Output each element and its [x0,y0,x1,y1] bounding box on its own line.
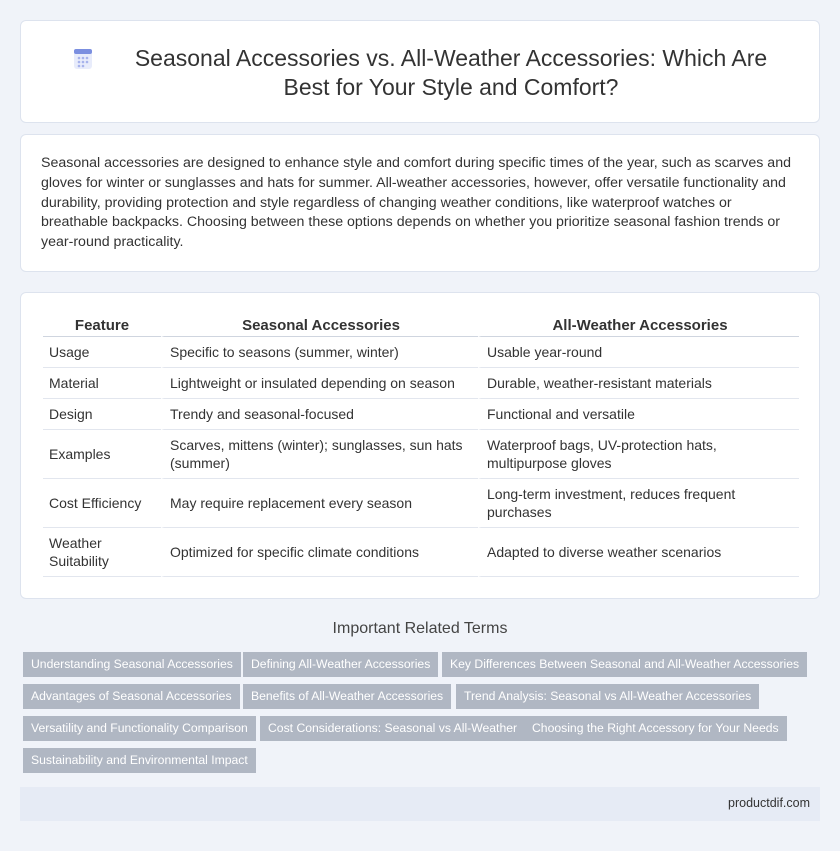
intro-card [20,134,820,272]
table-row [43,479,799,528]
table-cell-feature: Design [43,399,161,430]
related-tag[interactable]: Understanding Seasonal Accessories [23,652,241,677]
table-cell-feature: Examples [43,430,161,479]
table-cell-seasonal: Optimized for specific climate conditions [161,528,478,577]
table-cell-all-weather: Long-term investment, reduces frequent purchases [478,479,799,528]
table-row [43,337,799,368]
header-seasonal: Seasonal Accessories [161,315,478,337]
footer [20,787,820,821]
table-cell-all-weather: Functional and versatile [478,399,799,430]
related-tag[interactable]: Key Differences Between Seasonal and All-Weather Accessories [442,652,807,677]
related-tag[interactable]: Benefits of All-Weather Accessories [243,684,451,709]
footer-site-name[interactable]: productdif.com [728,796,810,810]
related-terms-title: Important Related Terms [332,620,508,637]
table-cell-seasonal: Specific to seasons (summer, winter) [161,337,478,368]
table-row [43,528,799,577]
table-cell-all-weather: Usable year-round [478,337,799,368]
table-cell-feature: Usage [43,337,161,368]
table-cell-all-weather: Waterproof bags, UV-protection hats, multipurpose gloves [478,430,799,479]
table-cell-all-weather: Durable, weather-resistant materials [478,368,799,399]
related-tag[interactable]: Versatility and Functionality Comparison [23,716,256,741]
table-row [43,399,799,430]
related-tag[interactable]: Trend Analysis: Seasonal vs All-Weather Accessories [456,684,759,709]
table-cell-seasonal: May require replacement every season [161,479,478,528]
comparison-table-card [20,292,820,599]
header-feature: Feature [43,315,161,337]
table-row [43,430,799,479]
table-header-row [43,315,799,337]
header-card [20,20,820,123]
header-all-weather: All-Weather Accessories [478,315,799,337]
table-cell-seasonal: Lightweight or insulated depending on season [161,368,478,399]
table-cell-seasonal: Trendy and seasonal-focused [161,399,478,430]
related-tag[interactable]: Cost Considerations: Seasonal vs All-Weather [260,716,525,741]
table-row [43,368,799,399]
table-cell-all-weather: Adapted to diverse weather scenarios [478,528,799,577]
table-cell-feature: Cost Efficiency [43,479,161,528]
page-title: Seasonal Accessories vs. All-Weather Accessories: Which Are Best for Your Style and Comfort? [134,44,768,100]
related-tag[interactable]: Choosing the Right Accessory for Your Needs [524,716,787,741]
related-tag[interactable]: Defining All-Weather Accessories [243,652,438,677]
related-tag[interactable]: Sustainability and Environmental Impact [23,748,256,773]
title-wrap [21,21,821,124]
table-cell-feature: Weather Suitability [43,528,161,577]
intro-paragraph: Seasonal accessories are designed to enhance style and comfort during specific times of the year, such as scarves and gloves for winter or sunglasses and hats for summer. All-weather accessories, however, offer versatile functionality and durability, providing protection and style regardless of changing weather conditions, like waterproof watches or breathable backpacks. Choosing between these options depends on whether you prioritize seasonal fashion trends or year-round practicality. [41,155,791,251]
table-cell-feature: Material [43,368,161,399]
table-cell-seasonal: Scarves, mittens (winter); sunglasses, sun hats (summer) [161,430,478,479]
comparison-table [43,315,799,577]
related-tag[interactable]: Advantages of Seasonal Accessories [23,684,240,709]
